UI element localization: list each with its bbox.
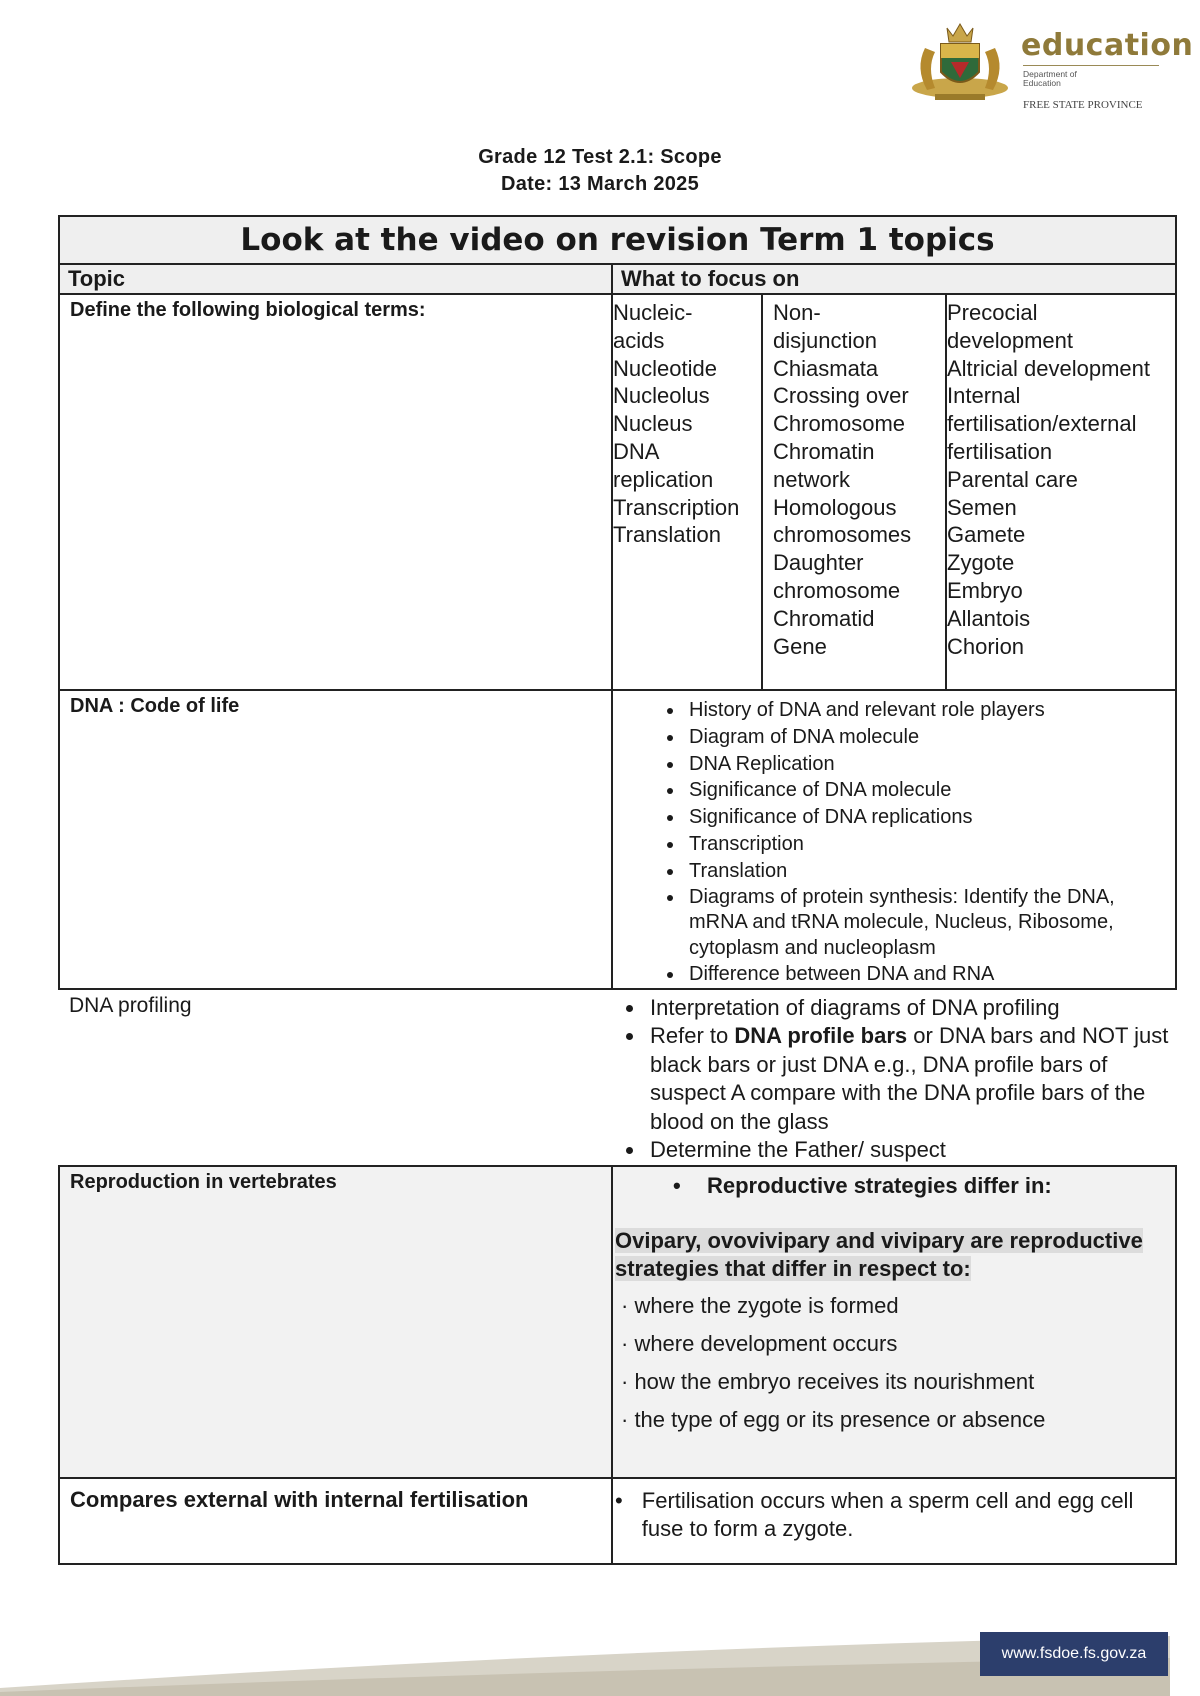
list-item: Homologous [773,494,897,520]
list-item: · where the zygote is formed [621,1292,899,1318]
list-item: Daughter [773,550,864,576]
list-item: • DNA Replication [685,751,1171,778]
test-date: Date: 13 March 2025 [500,173,700,195]
strategies-title-text: Reproductive strategies differ in: [707,1172,1052,1198]
list-item: Nucleotide [613,355,717,381]
list-item: Parental care [947,466,1078,492]
focus-cell [612,989,1176,1166]
focus-cell [612,1478,1176,1564]
list-item: acids [613,327,665,353]
list-item: Gene [773,633,827,659]
list-item: Internal [947,383,1021,409]
bullet-list [612,990,1176,1165]
list-item: • Determine the Father/ suspect [646,1136,1176,1165]
strategies-intro [613,1227,1175,1283]
list-item: Altricial development [947,355,1150,381]
list-item: • Difference between DNA and RNA [685,961,1171,988]
topic-cell: DNA profiling [69,993,192,1017]
list-item: • Significance of DNA molecule [685,777,1171,804]
list-item-text: or DNA bars and NOT just black bars or just DNA e.g., DNA profile bars of suspect A compare with the DNA profile bars of the blood on the glass [650,1023,1169,1134]
list-item: disjunction [773,327,877,353]
list-item: Precocial [947,300,1038,325]
column-header-focus: What to focus on [612,264,1176,294]
table-row [59,1478,1176,1564]
logo-sub-2: Education [1023,78,1061,88]
highlighted-text: Ovipary, ovovivipary and vivipary are reproductive strategies that differ in respect to: [615,1227,1143,1281]
terms-grid [613,295,1175,689]
list-item: Translation [613,522,722,548]
list-item [613,1479,1175,1544]
list-item: • Significance of DNA replications [685,804,1171,831]
bullet-icon: • [673,1172,681,1198]
list-item: • History of DNA and relevant role players [685,697,1171,724]
table-row [59,989,1176,1166]
list-item: replication [613,466,714,492]
focus-cell [612,1166,1176,1478]
list-item: Gamete [947,522,1026,548]
list-item: • Diagrams of protein synthesis: Identify the DNA, mRNA and tRNA molecule, Nucleus, Ribosome, cytoplasm and nucleoplasm [685,885,1171,962]
list-item: • Interpretation of diagrams of DNA profiling [646,994,1176,1023]
list-item: Non- [773,300,821,325]
list-item: Allantois [947,605,1031,631]
list-item: Chorion [947,633,1025,659]
list-item: · where development occurs [621,1330,898,1356]
list-item-text: Fertilisation occurs when a sperm cell and egg cell fuse to form a zygote. [641,1487,1134,1542]
topic-cell: Compares external with internal fertilisation [59,1478,612,1564]
bullet-icon: • [615,1487,623,1513]
topic-cell: Define the following biological terms: [59,294,612,690]
table-banner: Look at the video on revision Term 1 topics [59,216,1176,264]
list-item: Chiasmata [773,355,879,381]
terms-column-2 [763,295,947,689]
list-item: · how the embryo receives its nourishment [621,1368,1035,1394]
website-link[interactable]: www.fsdoe.fs.gov.za [980,1632,1168,1676]
list-item: • Transcription [685,831,1171,858]
list-item: Crossing over [773,383,909,409]
education-logo [905,18,1194,111]
list-item: network [773,466,851,492]
list-item: • Translation [685,858,1171,885]
terms-column-3 [947,295,1175,689]
coat-of-arms-icon [905,18,1015,110]
list-item: Zygote [947,550,1015,576]
emphasis-text: DNA profile bars [734,1023,908,1049]
table-row [59,1166,1176,1478]
list-item: Semen [947,494,1017,520]
list-item: • Diagram of DNA molecule [685,724,1171,751]
logo-divider [1023,65,1159,66]
logo-name: education [1021,28,1194,63]
terms-column-1 [613,295,763,689]
page-title: Grade 12 Test 2.1: Scope [478,146,722,168]
list-item: · the type of egg or its presence or absence [621,1406,1046,1432]
list-item: Chromosome [773,411,906,437]
list-item: Transcription [613,494,740,520]
list-item: fertilisation/external [947,411,1137,437]
table-header-row [59,264,1176,294]
list-item: Embryo [947,577,1023,603]
focus-cell [612,294,1176,690]
list-item-text: Refer to [650,1023,735,1049]
list-item: fertilisation [947,438,1053,464]
list-item [646,1022,1176,1136]
topic-cell: Reproduction in vertebrates [59,1166,612,1478]
column-header-topic: Topic [59,264,612,294]
logo-province: FREE STATE PROVINCE [1023,99,1143,111]
list-item: chromosomes [773,522,912,548]
list-item: Nucleus [613,411,693,437]
logo-sub-1: Department of [1023,69,1077,79]
list-item: Chromatin [773,438,875,464]
focus-cell [612,690,1176,989]
strategies-title [613,1167,1175,1199]
scope-table [58,215,1177,1565]
list-item: Chromatid [773,605,875,631]
list-item: Nucleic- [613,300,693,325]
topic-cell: DNA : Code of life [59,690,612,989]
list-item: DNA [613,438,660,464]
table-row [59,690,1176,989]
list-item: development [947,327,1073,353]
list-item: chromosome [773,577,901,603]
table-row [59,294,1176,690]
bullet-list [613,691,1175,988]
list-item: Nucleolus [613,383,710,409]
